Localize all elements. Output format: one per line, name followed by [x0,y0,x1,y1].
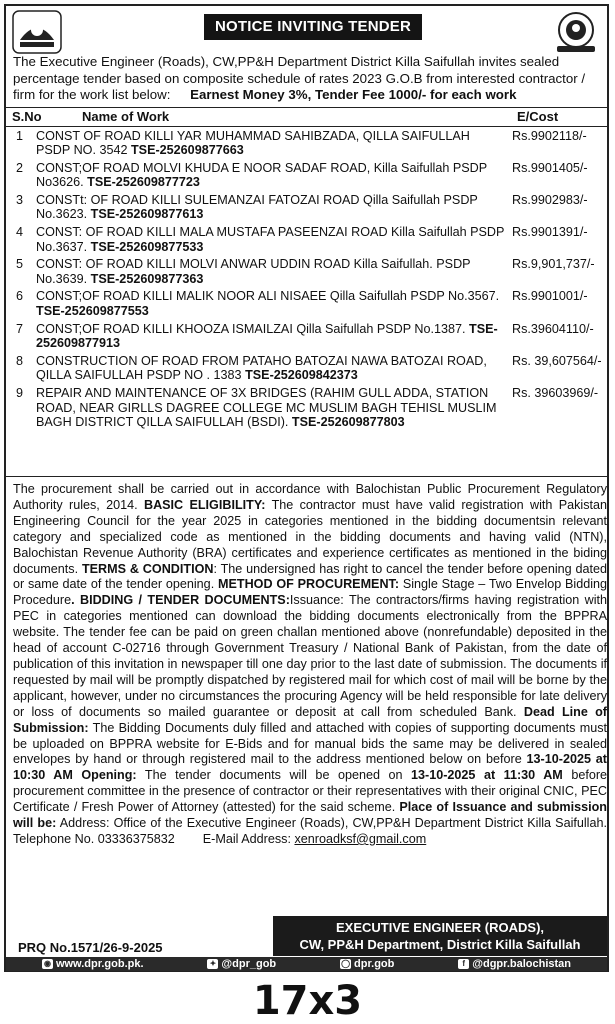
table-row [6,288,607,320]
work-title: CONST;OF ROAD KILLI KHOOZA ISMAILZAI Qilla Saifullah PSDP No.1387. [36,321,466,336]
tender-notice [4,4,609,972]
tse-number: TSE-252609842373 [245,368,358,383]
prq-number: PRQ No.1571/26-9-2025 [18,940,163,955]
twitter-icon: ✦ [207,959,218,969]
work-title: CONST: OF ROAD KILLI MALA MUSTAFA PASEENZAI ROAD Killa Saifullah PSDP No.3637. [36,225,505,254]
social-bar [6,957,607,971]
row-work-name [36,257,506,286]
row-work-name [36,225,506,254]
row-cost: Rs.9902118/- [512,128,587,143]
row-cost: Rs.9901001/- [512,289,588,304]
signature-title: EXECUTIVE ENGINEER (ROADS), [335,920,545,935]
deadline-date: 13-10-2025 at 10:30 AM [13,752,607,783]
bidding-text: Issuance: The contractors/firms having registration with PEC in categories mentioned can download the bidding documents electronically from the BPPRA website. The tender fee can be paid on green challan mentioned above (nonrefundable) deposited in the head of account C-02716 through Government Treasury / National Bank of Pakistan, from the date of publication of this invitation in newspaper till one day prior to the last date of submission. The documents if requested by mail will be promptly dispatched by registered mail for which cost of mail will be borne by the applicant, however, under no circumstances the procuring Agency will be held responsible for late delivery or loss of documents so mailed guarantee or deposit at call from scheduled Bank. [13,593,608,719]
table-row [6,127,607,159]
table-row [6,320,607,352]
row-work-name [36,354,506,383]
row-work-name [36,289,506,318]
work-title: CONST;OF ROAD MOLVI KHUDA E NOOR SADAF ROAD, Killa Saifullah PSDP No3626. [36,160,487,190]
tse-number: TSE-252609877613 [90,207,204,222]
work-title: CONST: OF ROAD KILLI MOLVI ANWAR UDDIN ROAD Killa Saifullah. PSDP No.3639. [36,257,471,286]
row-sno: 5 [16,257,24,272]
heading-bidding: . BIDDING / TENDER DOCUMENTS: [71,593,290,608]
table-row [6,352,607,384]
tse-number: TSE-252609877913 [36,321,498,351]
intro-text: The Executive Engineer (Roads), CW,PP&H Department District Killa Saifullah invites sealed percentage tender based on composite schedule of rates 2023 G.O.B from interested contractor / firm for the work list below: [13,54,586,102]
work-title: CONSTRUCTION OF ROAD FROM PATAHO BATOZAI NAWA BATOZAI ROAD, QILLA SAIFULLAH PSDP NO . 1383 [36,353,487,383]
terms-text: : The undersigned has right to cancel the tender before opening dated or same date of the tender opening. [13,561,607,592]
heading-method: METHOD OF PROCUREMENT: [217,577,400,592]
basic-eligibility-text: The contractor must have valid registration with Pakistan Engineering Council for the year 2025 in categories mentioned in the bidding documentsin relevant category and specialized code as mentioned in the bidding documents and having valid (NTN), Balochistan Revenue Authority (BRA) certificates and experience certificates as mentioned in the biding documents. [13,497,607,576]
work-title: CONST;OF ROAD KILLI MALIK NOOR ALI NISAEE Qilla Saifullah PSDP No.3567. [36,289,500,304]
facebook-handle: @dgpr.balochistan [472,958,572,970]
opening-text: The tender documents will be opened on [144,768,403,783]
work-title: CONST OF ROAD KILLI YAR MUHAMMAD SAHIBZADA, QILLA SAIFULLAH PSDP NO. 3542 [36,128,470,158]
globe-icon: ◉ [42,959,53,969]
heading-terms: TERMS & CONDITION [81,561,214,576]
signature-block [273,916,607,956]
instagram-handle: dpr.gob [354,958,395,970]
procurement-rules: The procurement shall be carried out in accordance with Balochistan Public Procurement Regulatory Authority rules, 2014. [13,482,607,512]
row-sno: 4 [16,225,24,240]
tse-number: TSE-252609877553 [36,304,149,319]
social-facebook[interactable] [458,958,571,970]
department-seal-logo [551,10,601,54]
row-sno: 6 [16,289,24,304]
signature-department: CW, PP&H Department, District Killa Saifullah [299,937,581,952]
row-cost: Rs. 39,607564/- [512,353,602,368]
works-table [6,107,607,431]
heading-opening: Opening: [81,768,137,783]
work-title: CONSTt: OF ROAD KILLI SULEMANZAI FATOZAI ROAD Qilla Saifullah PSDP No.3623. [36,192,478,222]
table-row [6,385,607,432]
row-cost: Rs. 39603969/- [512,386,599,400]
table-row [6,256,607,288]
row-sno: 3 [16,192,24,207]
row-sno: 8 [16,353,24,368]
header-cost: E/Cost [517,109,559,124]
social-web[interactable] [42,958,144,970]
row-work-name [36,193,506,222]
deadline-text: The Bidding Documents duly filled and attached with copies of supporting documents must be uploaded on BPPRA website for E-Bids and for manual bids the same may be delivered in sealed envelopes by hand or through registered mail to the address mentioned below on before [13,720,607,767]
row-cost: Rs.9902983/- [512,192,588,207]
twitter-handle: @dpr_gob [221,958,277,970]
row-work-name [36,161,506,190]
works-table-header [6,107,607,127]
row-sno: 7 [16,321,24,336]
tse-number: TSE-252609877363 [90,271,204,286]
tse-number: TSE-252609877723 [87,175,200,190]
heading-basic-eligibility: BASIC ELIGIBILITY: [143,497,266,512]
row-work-name [36,386,506,430]
terms-body [13,482,607,848]
row-cost: Rs.9901405/- [512,160,588,175]
ad-size-label: 17x3 [252,978,363,1024]
row-work-name [36,129,506,158]
notice-title: NOTICE INVITING TENDER [204,14,422,40]
govt-emblem-logo [12,10,62,54]
table-row [6,191,607,223]
email-link[interactable]: xenroadksf@gmail.com [294,831,427,846]
email-label: E-Mail Address: [202,831,291,846]
tse-number: TSE-252609877533 [90,239,204,254]
row-sno: 1 [16,128,24,143]
row-cost: Rs.9,901,737/- [512,257,595,272]
intro-paragraph [13,54,607,104]
table-row [6,224,607,256]
method-text: Single Stage – Two Envelop Bidding Procedure [13,577,608,608]
row-work-name [36,322,506,351]
social-twitter[interactable] [207,958,276,970]
opening-rest-text: before procurement committee in the presence of contractor or their representatives with their original CNIC, PEC Certificate / Fresh Power of Attorney (attested) for the said scheme. [13,768,608,815]
row-cost: Rs.39604110/- [512,321,594,336]
facebook-icon: f [458,959,469,969]
row-sno: 2 [16,160,24,175]
instagram-icon: ◯ [341,959,351,968]
header-name: Name of Work [82,109,170,124]
place-text: Address: Office of the Executive Engineer (Roads), CW,PP&H Department District Killa Saifullah. Telephone No. 03336375832 [13,816,607,846]
opening-date: 13-10-2025 at 11:30 AM [411,768,563,783]
table-row [6,159,607,191]
tse-number: TSE-252609877803 [291,415,405,430]
social-instagram[interactable] [340,958,394,970]
heading-place: Place of Issuance and submission will be: [13,800,607,831]
header-sno: S.No [12,109,42,124]
section-divider [6,476,607,477]
tse-number: TSE-252609877663 [130,143,244,158]
row-cost: Rs.9901391/- [512,225,588,240]
row-sno: 9 [16,386,24,400]
web-link: www.dpr.gob.pk. [55,958,144,970]
work-title: REPAIR AND MAINTENANCE OF 3X BRIDGES (RAHIM GULL ADDA, STATION ROAD, NEAR GIRLLS DAGREE COLLEGE MC MUSLIM BAGH TEHISL MUSLIM BAGH DISTRICT QILLA SAIFULLAH (BSDI). [36,386,497,430]
earnest-money: Earnest Money 3%, Tender Fee 1000/- for each work [190,87,517,102]
heading-deadline: Dead Line of Submission: [13,704,608,735]
